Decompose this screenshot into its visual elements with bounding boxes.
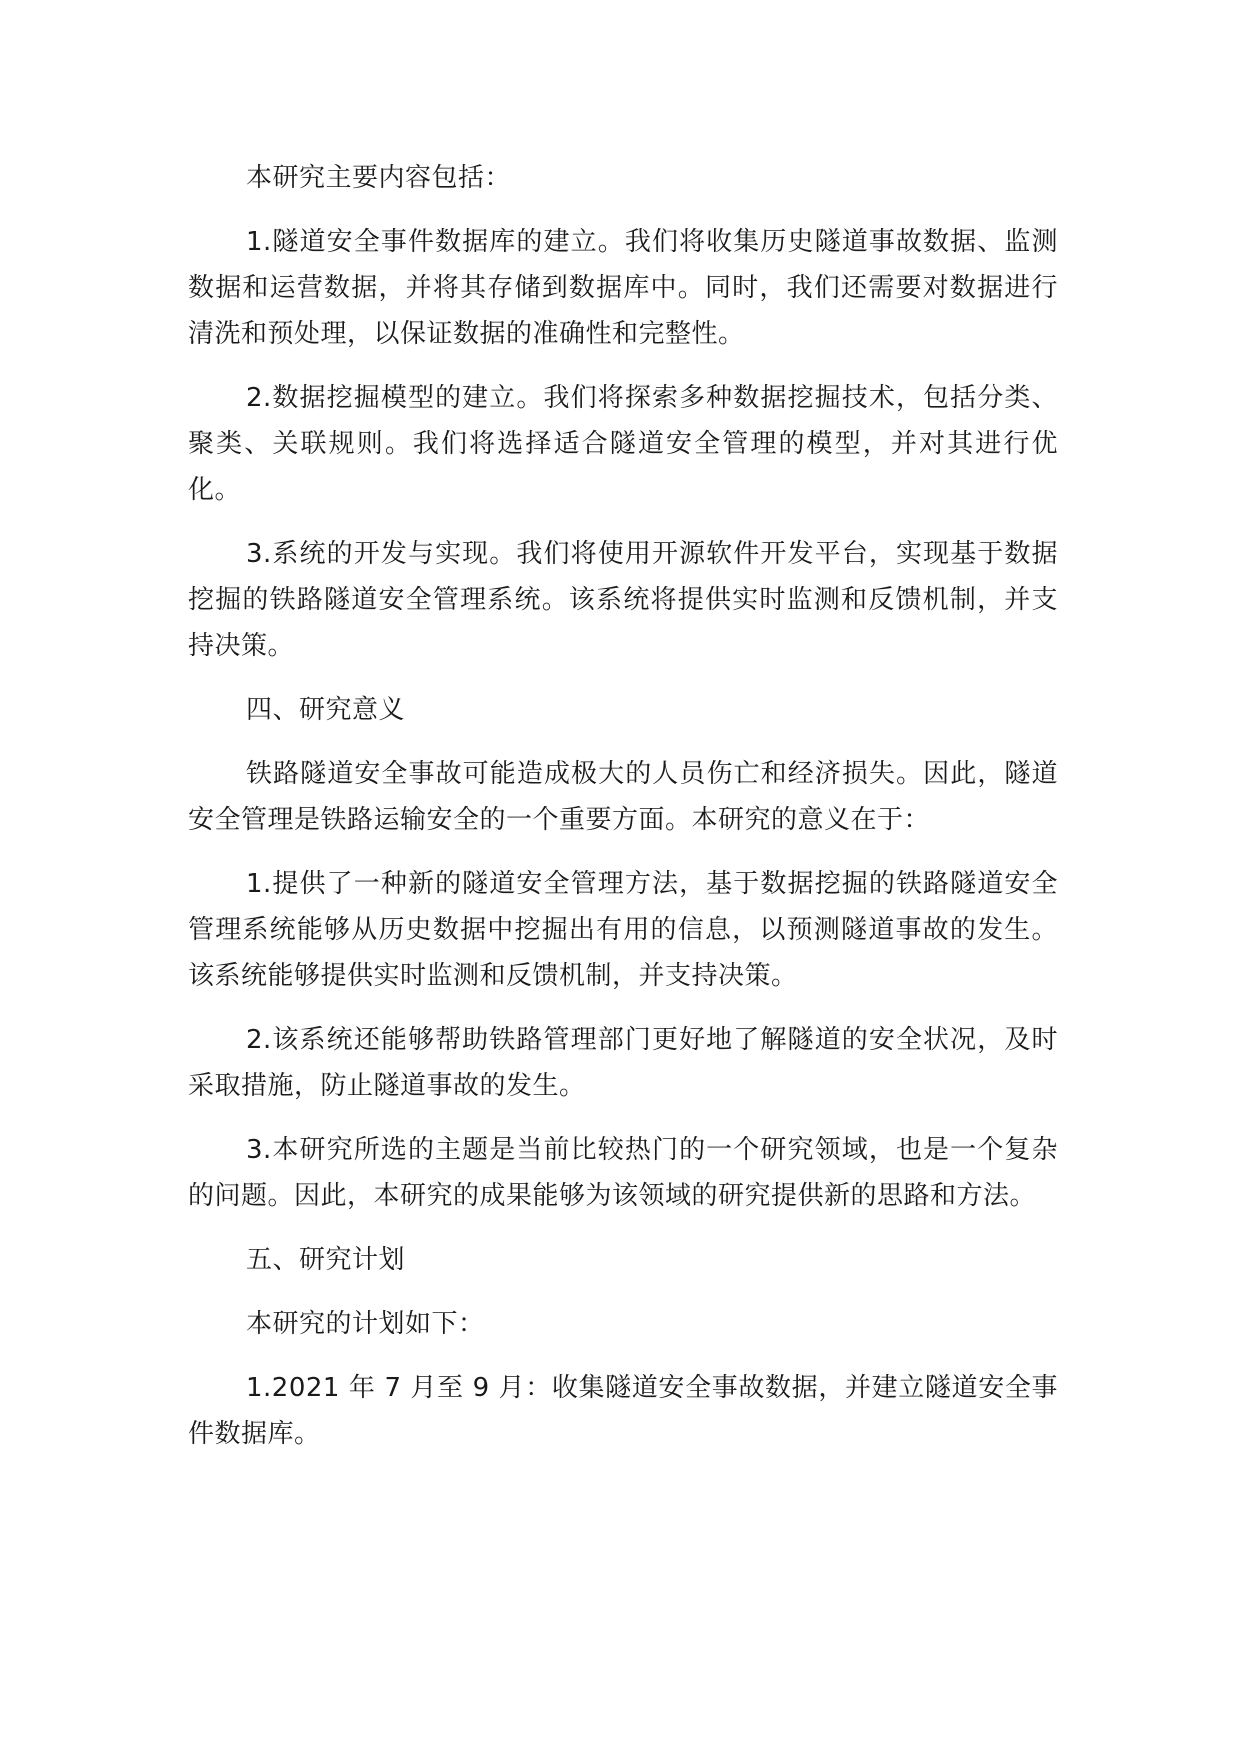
content-item-3-paragraph: 3.系统的开发与实现。我们将使用开源软件开发平台，实现基于数据挖掘的铁路隧道安全管理系统。该系统将提供实时监测和反馈机制，并支持决策。 [188,539,1058,661]
significance-item-2-paragraph: 2.该系统还能够帮助铁路管理部门更好地了解隧道的安全状况，及时采取措施，防止隧道事故的发生。 [188,1025,1058,1101]
document-body [188,155,1058,1457]
section-heading-plan: 五、研究计划 [246,1245,406,1275]
content-intro-paragraph: 本研究主要内容包括： [246,163,512,193]
significance-item-3-paragraph: 3.本研究所选的主题是当前比较热门的一个研究领域，也是一个复杂的问题。因此，本研究的成果能够为该领域的研究提供新的思路和方法。 [188,1135,1058,1211]
plan-intro-paragraph: 本研究的计划如下： [246,1309,485,1339]
significance-intro-paragraph: 铁路隧道安全事故可能造成极大的人员伤亡和经济损失。因此，隧道安全管理是铁路运输安全的一个重要方面。本研究的意义在于： [188,759,1058,835]
content-item-2-paragraph: 2.数据挖掘模型的建立。我们将探索多种数据挖掘技术，包括分类、聚类、关联规则。我们将选择适合隧道安全管理的模型，并对其进行优化。 [188,383,1058,505]
content-item-1-paragraph: 1.隧道安全事件数据库的建立。我们将收集历史隧道事故数据、监测数据和运营数据，并将其存储到数据库中。同时，我们还需要对数据进行清洗和预处理，以保证数据的准确性和完整性。 [188,227,1058,349]
significance-item-1-paragraph: 1.提供了一种新的隧道安全管理方法，基于数据挖掘的铁路隧道安全管理系统能够从历史数据中挖掘出有用的信息，以预测隧道事故的发生。该系统能够提供实时监测和反馈机制，并支持决策。 [188,869,1058,991]
plan-item-1-paragraph: 1.2021 年 7 月至 9 月：收集隧道安全事故数据，并建立隧道安全事件数据库。 [188,1373,1058,1449]
section-heading-significance: 四、研究意义 [246,695,406,725]
